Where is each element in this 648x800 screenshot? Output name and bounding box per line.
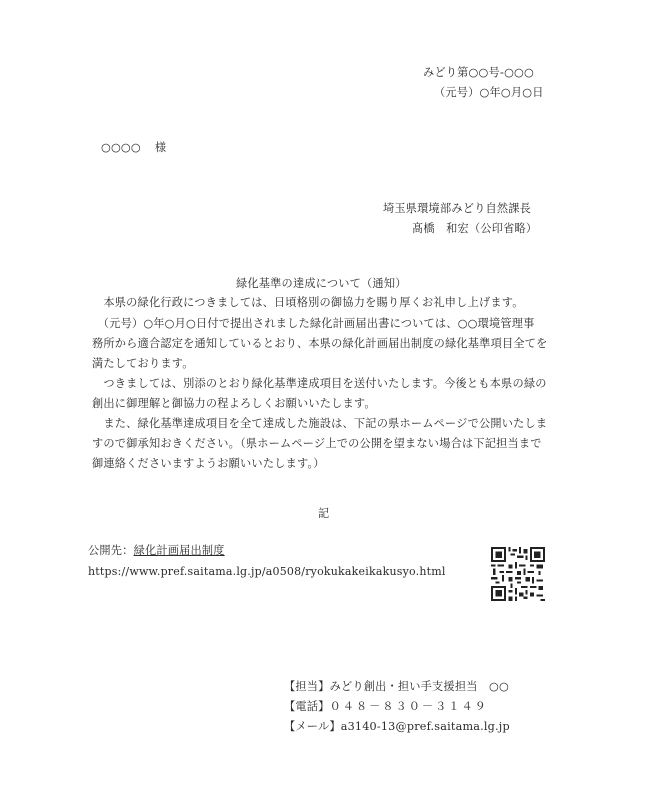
body-line: 御連絡くださいますようお願いいたします。）: [92, 457, 325, 470]
contact-email-label: 【メール】: [284, 720, 341, 733]
publication-label: 公開先：: [88, 544, 134, 557]
addressee-name: [101, 141, 166, 155]
contact-email: [284, 720, 510, 734]
qr-code-icon: [491, 547, 545, 601]
body-line: 創出に御理解と御協力の程よろしくお願いいたします。: [92, 397, 376, 410]
contact-phone: [284, 700, 488, 714]
body-line: 務所から適合認定を通知しているとおり、本県の緑化計画届出制度の緑化基準項目全てを: [92, 337, 548, 350]
body-line: 満たしております。: [92, 357, 194, 370]
document-number: みどり第○○号-○○○: [423, 66, 534, 79]
contact-person: [284, 680, 509, 694]
addressee-honorific: 様: [154, 141, 167, 154]
contact-person-label: 【担当】: [284, 680, 330, 693]
sender-department: 埼玉県環境部みどり自然課長: [383, 202, 532, 215]
body-line: 本県の緑化行政につきましては、日頃格別の御協力を賜り厚くお礼申し上げます。: [92, 296, 524, 309]
ki-heading: 記: [318, 507, 330, 520]
document-title: 緑化基準の達成について（通知）: [236, 277, 407, 290]
publication-line: [88, 544, 225, 558]
document-date: （元号）○年○月○日: [434, 86, 544, 99]
body-line: また、緑化基準達成項目を全て達成した施設は、下記の県ホームページで公開いたしま: [92, 417, 548, 430]
publication-link[interactable]: 緑化計画届出制度: [133, 544, 225, 557]
sender-name: 髙橋 和宏（公印省略）: [412, 222, 538, 235]
contact-phone-label: 【電話】: [284, 700, 330, 713]
addressee-placeholder: ○○○○: [101, 141, 141, 154]
body-line: すので御承知おきください。（県ホームページ上での公開を望まない場合は下記担当まで: [92, 437, 542, 450]
contact-email-value[interactable]: a3140-13@pref.saitama.lg.jp: [340, 720, 510, 733]
body-line: （元号）○年○月○日付で提出されました緑化計画届出書については、○○環境管理事: [92, 317, 535, 330]
publication-url[interactable]: https://www.pref.saitama.lg.jp/a0508/ryokukakeikakusyo.html: [88, 565, 446, 578]
contact-phone-value: ０４８－８３０－３１４９: [329, 700, 488, 713]
body-line: つきましては、別添のとおり緑化基準達成項目を送付いたします。今後とも本県の緑の: [92, 377, 547, 390]
contact-person-value: みどり創出・担い手支援担当 ○○: [329, 680, 509, 693]
